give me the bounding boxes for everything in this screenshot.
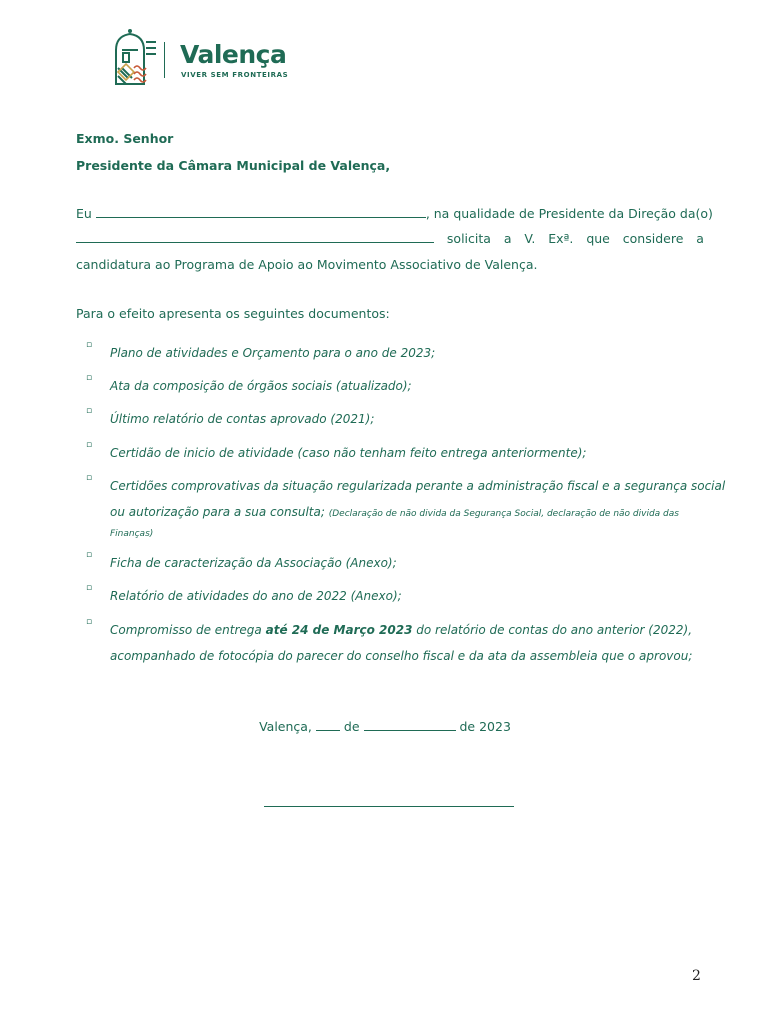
bullet-icon: ▫ bbox=[86, 373, 93, 383]
salutation-line-1: Exmo. Senhor bbox=[76, 131, 174, 146]
day-blank[interactable] bbox=[316, 718, 340, 731]
bullet-icon: ▫ bbox=[86, 340, 93, 350]
item-5-note-end: Finanças) bbox=[110, 529, 154, 539]
bullet-icon: ▫ bbox=[86, 617, 93, 627]
word-1: solicita bbox=[446, 231, 491, 246]
role-text: , na qualidade de Presidente da Direção da(o) bbox=[425, 206, 713, 221]
bullet-icon: ▫ bbox=[86, 550, 93, 560]
bullet-icon: ▫ bbox=[86, 440, 93, 450]
word-2: a bbox=[503, 231, 512, 246]
logo-tagline: VIVER SEM FRONTEIRAS bbox=[181, 71, 289, 79]
list-item: ▫ Certidões comprovativas da situação regularizada perante a administração fiscal e a segurança social ou autorização para a sua consulta; (Declaração de não divida da Segurança Social, declaração de não divida das Finanças) bbox=[86, 473, 726, 539]
word-5: que bbox=[586, 231, 610, 246]
de-label-1: de bbox=[343, 719, 360, 734]
list-item: ▫ Plano de atividades e Orçamento para o ano de 2023; bbox=[86, 340, 436, 360]
place-date-line bbox=[0, 718, 770, 734]
paragraph-1-line-3: candidatura ao Programa de Apoio ao Movimento Associativo de Valença. bbox=[76, 257, 538, 272]
eu-label: Eu bbox=[76, 206, 92, 221]
item-5-note: (Declaração de não divida da Segurança Social, declaração de não divida das bbox=[328, 509, 679, 519]
deadline-highlight: até 24 de Março 2023 bbox=[265, 623, 413, 637]
list-item: ▫ Ata da composição de órgãos sociais (atualizado); bbox=[86, 373, 412, 393]
month-blank[interactable] bbox=[364, 718, 456, 731]
paragraph-1-line-2 bbox=[76, 230, 704, 248]
bullet-icon: ▫ bbox=[86, 473, 93, 483]
word-7: a bbox=[696, 231, 704, 246]
word-6: considere bbox=[622, 231, 684, 246]
name-blank[interactable] bbox=[96, 205, 426, 218]
list-item: ▫ Último relatório de contas aprovado (2021); bbox=[86, 406, 375, 426]
bullet-icon: ▫ bbox=[86, 406, 93, 416]
documents-list bbox=[86, 340, 726, 669]
list-item: ▫ Compromisso de entrega até 24 de Março 2023 do relatório de contas do ano anterior (2022), acompanhado de fotocópia do parecer do conselho fiscal e da ata da assembleia que o aprovou; bbox=[86, 617, 693, 663]
castle-emblem-icon bbox=[108, 28, 158, 86]
bullet-icon: ▫ bbox=[86, 583, 93, 593]
word-3: V. bbox=[524, 231, 536, 246]
de-label-2: de bbox=[459, 719, 476, 734]
salutation-line-2: Presidente da Câmara Municipal de Valença, bbox=[76, 158, 391, 173]
year-label: 2023 bbox=[479, 719, 511, 734]
signature-blank[interactable] bbox=[264, 806, 514, 807]
page-number: 2 bbox=[692, 968, 701, 984]
logo-wordmark: Valença bbox=[180, 40, 287, 69]
list-item: ▫ Relatório de atividades do ano de 2022 (Anexo); bbox=[86, 583, 402, 603]
valenca-logo bbox=[108, 28, 298, 88]
place-label: Valença, bbox=[259, 719, 312, 734]
paragraph-1-line-1 bbox=[76, 205, 713, 223]
documents-intro: Para o efeito apresenta os seguintes documentos: bbox=[76, 306, 390, 321]
list-item: ▫ Certidão de inicio de atividade (caso não tenham feito entrega anteriormente); bbox=[86, 440, 587, 460]
word-4: Exª. bbox=[548, 231, 574, 246]
list-item: ▫ Ficha de caracterização da Associação (Anexo); bbox=[86, 550, 397, 570]
association-blank[interactable] bbox=[76, 230, 434, 243]
logo-divider bbox=[164, 42, 165, 78]
